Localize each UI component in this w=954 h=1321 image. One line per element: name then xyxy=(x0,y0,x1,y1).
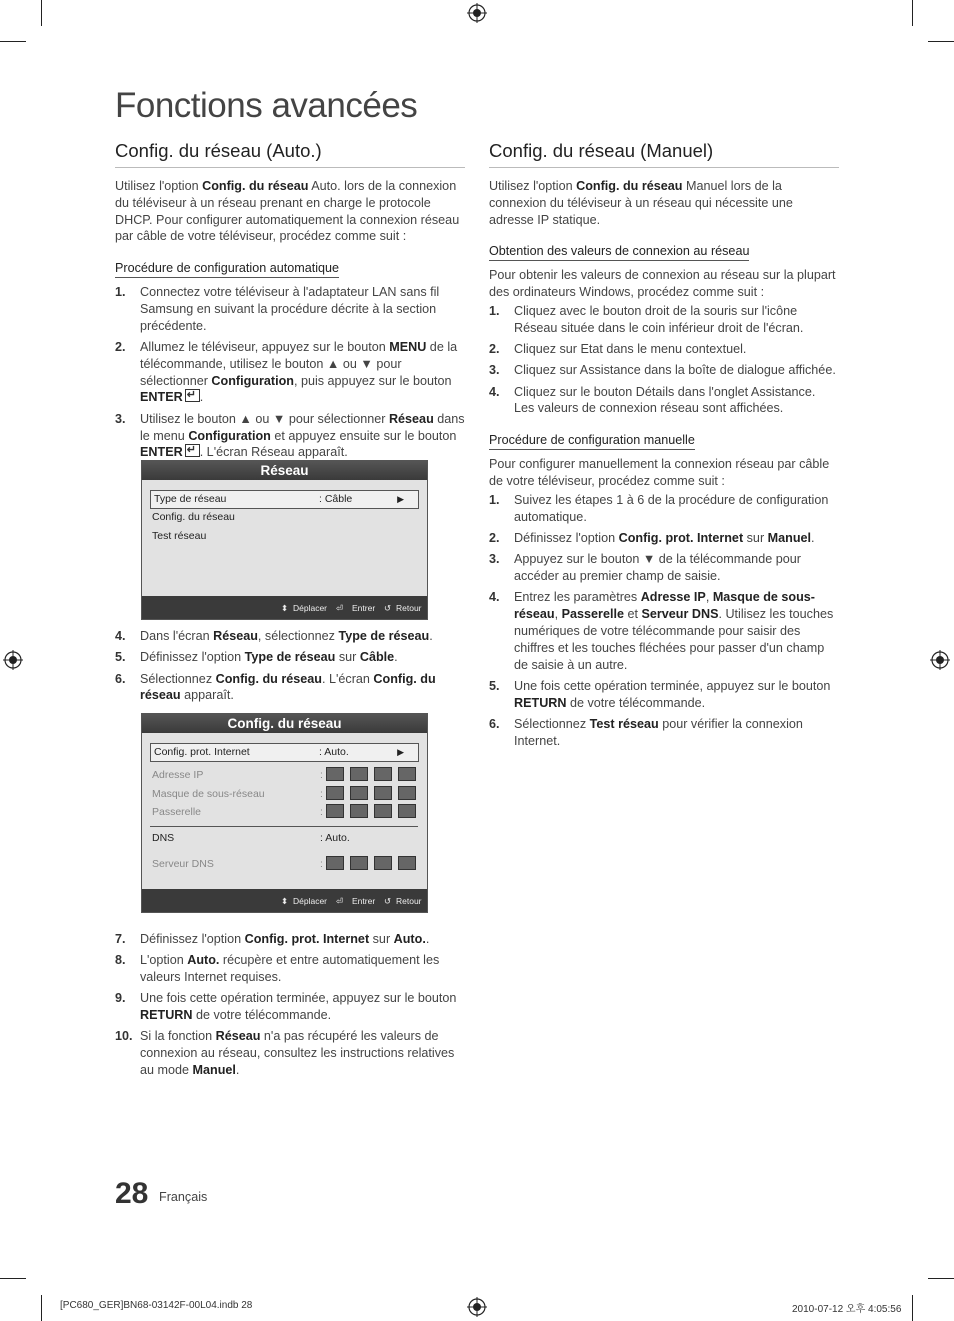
list-item: 5. Définissez l'option Type de réseau sur Câble. xyxy=(115,650,398,665)
network-screen xyxy=(141,460,428,620)
manual-steps-list xyxy=(489,492,839,750)
list-item: 1. Cliquez avec le bouton droit de la souris sur l'icône Réseau située dans le coin inférieur droit de l'écran. xyxy=(489,303,804,335)
list-item: 3. Cliquez sur Assistance dans la boîte de dialogue affichée. xyxy=(489,363,836,378)
subheading-manual-procedure: Procédure de configuration manuelle xyxy=(489,433,695,450)
divider xyxy=(150,826,418,827)
move-icon: ⬍ xyxy=(281,603,289,613)
section-heading-auto: Config. du réseau (Auto.) xyxy=(115,140,465,168)
language-label: Français xyxy=(159,1190,208,1204)
screen-footer: ⬍ Déplacer ⏎ Entrer ↺ Retour xyxy=(142,889,427,912)
enter-icon xyxy=(185,389,200,402)
list-item: 8. L'option Auto. récupère et entre automatiquement les valeurs Internet requises. xyxy=(115,953,440,985)
screen-title: Config. du réseau xyxy=(142,714,427,733)
page-number: 28 xyxy=(115,1177,149,1210)
list-item: 4. Cliquez sur le bouton Détails dans l'onglet Assistance. Les valeurs de connexion réseau sont affichées. xyxy=(489,384,816,416)
network-config-row[interactable]: Config. du réseau xyxy=(152,511,235,523)
list-item: 3. Appuyez sur le bouton ▼ de la télécommande pour accéder au premier champ de saisie. xyxy=(489,552,801,584)
obtain-steps-list xyxy=(489,303,839,417)
screen-footer: ⬍ Déplacer ⏎ Entrer ↺ Retour xyxy=(142,596,427,619)
ip-address-row: Adresse IP : xyxy=(152,769,416,781)
network-config-screen xyxy=(141,713,428,913)
return-icon: ↺ xyxy=(384,896,392,906)
move-icon: ⬍ xyxy=(281,896,289,906)
auto-steps-list xyxy=(115,931,465,1079)
arrow-right-icon: ▶ xyxy=(397,747,404,757)
enter-icon xyxy=(185,444,200,457)
section-heading-manual: Config. du réseau (Manuel) xyxy=(489,140,839,168)
list-item: 5. Une fois cette opération terminée, appuyez sur le bouton RETURN de votre télécommande. xyxy=(489,678,831,710)
arrow-right-icon: ▶ xyxy=(397,494,404,504)
list-item: 10. Si la fonction Réseau n'a pas récupéré les valeurs de connexion au réseau, consultez les instructions relatives au mode Manuel. xyxy=(115,1029,455,1078)
enter-icon: ⏎ xyxy=(336,896,344,906)
dns-row[interactable]: DNS : Auto. xyxy=(152,832,350,844)
list-item: 1. Suivez les étapes 1 à 6 de la procédure de configuration automatique. xyxy=(489,492,829,524)
right-column xyxy=(489,140,839,754)
list-item: 1. Connectez votre téléviseur à l'adaptateur LAN sans fil Samsung en suivant la procédure décrite à la section précédente. xyxy=(115,285,440,333)
gateway-row: Passerelle : xyxy=(152,806,416,818)
subheading-auto-procedure: Procédure de configuration automatique xyxy=(115,261,339,278)
list-item: 4. Dans l'écran Réseau, sélectionnez Type de réseau. xyxy=(115,629,433,643)
registration-mark-icon xyxy=(467,1297,487,1317)
subnet-mask-row: Masque de sous-réseau : xyxy=(152,788,416,800)
list-item: 2. Cliquez sur Etat dans le menu contextuel. xyxy=(489,342,747,357)
ip-protocol-row[interactable]: Config. prot. Internet : Auto. ▶ xyxy=(150,743,419,762)
list-item: 2. Définissez l'option Config. prot. Internet sur Manuel. xyxy=(489,530,815,545)
manual-intro: Pour configurer manuellement la connexion réseau par câble de votre téléviseur, procédez comme suit : xyxy=(489,457,830,489)
registration-mark-icon xyxy=(3,650,23,670)
auto-steps-list xyxy=(115,284,465,461)
list-item: 7. Définissez l'option Config. prot. Internet sur Auto.. xyxy=(115,932,430,946)
enter-icon: ⏎ xyxy=(336,603,344,613)
crop-mark-bl-h xyxy=(0,1278,26,1279)
obtain-intro: Pour obtenir les valeurs de connexion au réseau sur la plupart des ordinateurs Windows, procédez comme suit : xyxy=(489,268,836,300)
screen-title: Réseau xyxy=(142,461,427,480)
print-footer-left: [PC680_GER]BN68-03142F-00L04.indb 28 xyxy=(60,1300,253,1311)
crop-mark-br-h xyxy=(928,1278,954,1279)
crop-mark-tr-v xyxy=(912,0,913,26)
auto-steps-list xyxy=(115,628,465,704)
list-item: 4. Entrez les paramètres Adresse IP, Masque de sous-réseau, Passerelle et Serveur DNS. Utilisez les touches numériques de votre télécommande pour saisir des chiffres et les touches fléchées pour passer d'un champ de saisie à un autre. xyxy=(489,590,834,672)
crop-mark-tr-h xyxy=(928,41,954,42)
print-footer-right: 2010-07-12 오후 4:05:56 xyxy=(792,1304,902,1315)
left-column xyxy=(115,140,465,466)
dns-server-row: Serveur DNS : xyxy=(152,858,416,870)
crop-mark-bl-v xyxy=(41,1295,42,1321)
list-item: 6. Sélectionnez Test réseau pour vérifier la connexion Internet. xyxy=(489,716,803,748)
intro-paragraph: Utilisez l'option Config. du réseau Auto. lors de la connexion du téléviseur à un réseau prenant en charge le protocole DHCP. Pour configurer automatiquement la connexion réseau par câble de votre téléviseur, procédez comme suit : xyxy=(115,179,460,244)
subheading-obtain-values: Obtention des valeurs de connexion au réseau xyxy=(489,244,749,261)
network-test-row[interactable]: Test réseau xyxy=(152,530,207,542)
crop-mark-tl-h xyxy=(0,41,26,42)
list-item: 6. Sélectionnez Config. du réseau. L'écran Config. du réseau apparaît. xyxy=(115,671,436,703)
crop-mark-tl-v xyxy=(41,0,42,26)
crop-mark-br-v xyxy=(912,1295,913,1321)
return-icon: ↺ xyxy=(384,603,392,613)
intro-paragraph: Utilisez l'option Config. du réseau Manuel lors de la connexion du téléviseur à un réseau qui nécessite une adresse IP statique. xyxy=(489,179,793,227)
page-title: Fonctions avancées xyxy=(115,86,418,125)
list-item: 3. Utilisez le bouton ▲ ou ▼ pour sélectionner Réseau dans le menu Configuration et appuyez ensuite sur le bouton ENTER↵ . L'écran Réseau apparaît. xyxy=(115,411,465,461)
registration-mark-icon xyxy=(467,3,487,23)
list-item: 2. Allumez le téléviseur, appuyez sur le bouton MENU de la télécommande, utilisez le bouton ▲ ou ▼ pour sélectionner Configuration, puis appuyez sur le bouton ENTER↵ . xyxy=(115,339,465,406)
left-column-cont xyxy=(115,628,465,709)
registration-mark-icon xyxy=(930,650,950,670)
left-column-end xyxy=(115,931,465,1083)
network-type-row[interactable]: Type de réseau : Câble ▶ xyxy=(150,490,419,509)
list-item: 9. Une fois cette opération terminée, appuyez sur le bouton RETURN de votre télécommande. xyxy=(115,991,457,1023)
